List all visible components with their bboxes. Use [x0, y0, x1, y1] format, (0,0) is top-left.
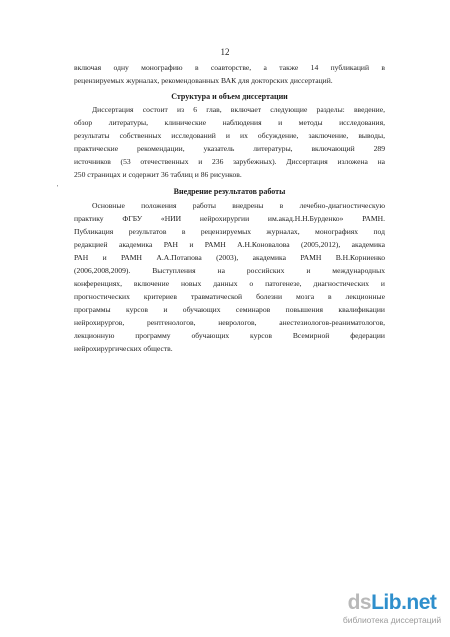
logo-net: .net — [401, 591, 437, 614]
text-line: (2006,2008,2009). Выступления на российских и международных — [74, 266, 385, 275]
page-number: 12 — [220, 47, 230, 57]
section-heading-structure: Структура и объем диссертации — [171, 92, 288, 101]
dslib-watermark[interactable] — [336, 592, 448, 626]
text-line: нейрохирургов, рентгенологов, неврологов, анестезиологов-реаниматологов, — [74, 318, 385, 327]
section-heading-implementation: Внедрение результатов работы — [173, 187, 286, 196]
text-line: программы курсов и обучающих семинаров повышения квалификации — [74, 305, 385, 314]
text-line: источников (53 отечественных и 236 зарубежных). Диссертация изложена на — [74, 157, 385, 166]
text-line: практику ФГБУ «НИИ нейрохирургии им.акад.Н.Н.Бурденко» РАМН. — [74, 214, 385, 223]
logo-ds: ds — [347, 591, 372, 614]
text-line: 250 страницах и содержит 36 таблиц и 86 рисунков. — [74, 170, 242, 179]
text-line: нейрохирургических обществ. — [74, 344, 173, 353]
text-line: РАН и РАМН А.А.Потапова (2003), академика РАМН В.Н.Корниенко — [74, 253, 385, 262]
dslib-logo — [336, 592, 448, 614]
text-line: Основные положения работы внедрены в лечебно-диагностическую — [92, 201, 385, 210]
text-line: конференциях, включение новых данных о патогенезе, диагностических и — [74, 279, 385, 288]
text-line: рецензируемых журналах, рекомендованных ВАК для докторских диссертаций. — [74, 76, 333, 85]
logo-lib: Lib — [371, 591, 402, 614]
text-line: обзор литературы, клинические наблюдения и методы исследования, — [74, 118, 385, 127]
text-line: Публикация результатов в рецензируемых журналах, монографиях под — [74, 227, 385, 236]
text-line: Диссертация состоит из 6 глав, включает следующие разделы: введение, — [92, 105, 385, 114]
margin-mark: ' — [57, 184, 59, 192]
watermark-tagline: библиотека диссертаций — [342, 615, 442, 625]
text-line: включая одну монографию в соавторстве, а также 14 публикаций в — [74, 63, 385, 72]
text-line: практические рекомендации, указатель литературы, включающий 289 — [74, 144, 385, 153]
text-line: лекционную программу обучающих курсов Всемирной федерации — [74, 331, 385, 340]
text-line: результаты собственных исследований и их обсуждение, заключение, выводы, — [74, 131, 385, 140]
text-line: редакцией академика РАН и РАМН А.Н.Коновалова (2005,2012), академика — [74, 240, 385, 249]
text-line: прогностических критериев травматической болезни мозга в лекционные — [74, 292, 385, 301]
